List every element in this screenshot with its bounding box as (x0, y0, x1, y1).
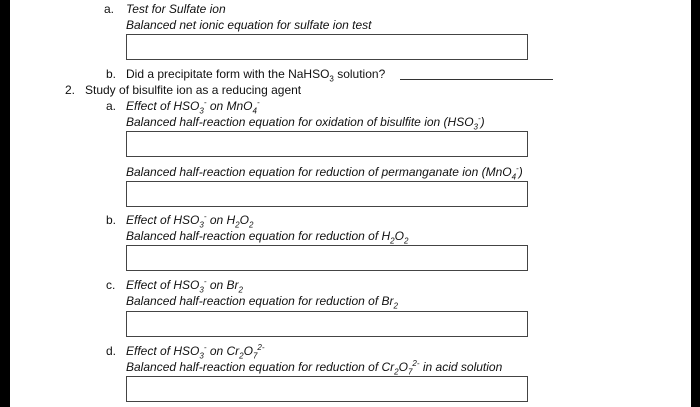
precipitate-answer-line[interactable] (400, 79, 553, 80)
permanganate-reduction-prompt: Balanced half-reaction equation for reduction of permanganate ion (MnO$_4$-) (126, 164, 523, 182)
br2-reduction-prompt: Balanced half-reaction equation for reduction of $Br_2$ (126, 294, 398, 311)
item-marker: b. (106, 213, 117, 227)
section-number: 2. (65, 83, 76, 97)
mno4-effect-title: Effect of $HSO_3^-$ on MnO$_4$- (126, 98, 260, 116)
cr2o7-reduction-answer-box[interactable] (126, 376, 528, 402)
item-marker: a. (106, 99, 117, 113)
sulfate-equation-answer-box[interactable] (126, 34, 528, 60)
h2o2-reduction-prompt: Balanced half-reaction equation for reduction of $H_2O_2$ (126, 229, 409, 246)
cr2o7-effect-title: Effect of $HSO_3^-$ on $Cr_2O_7^{2-}$ (126, 343, 265, 361)
h2o2-effect-title: Effect of $HSO_3^-$ on $H_2O_2$ (126, 212, 254, 230)
item-marker: a. (104, 2, 115, 16)
br2-effect-title: Effect of $HSO_3^-$ on $Br_2$ (126, 277, 243, 295)
cr2o7-reduction-prompt: Balanced half-reaction equation for reduction of $Cr_2O_7^{2-}$ in acid solution (126, 359, 503, 377)
permanganate-reduction-answer-box[interactable] (126, 181, 528, 207)
item-marker: d. (106, 344, 117, 358)
br2-reduction-answer-box[interactable] (126, 311, 528, 337)
sulfate-test-title: Test for Sulfate ion (126, 2, 226, 16)
h2o2-reduction-answer-box[interactable] (126, 245, 528, 271)
item-marker: b. (106, 67, 117, 81)
worksheet-page (10, 0, 691, 407)
sulfate-test-prompt: Balanced net ionic equation for sulfate ion test (126, 18, 372, 32)
bisulfite-oxidation-prompt: Balanced half-reaction equation for oxidation of bisulfite ion $(HSO_3^-)$ (126, 114, 485, 132)
item-marker: c. (106, 278, 116, 292)
section-title: Study of bisulfite ion as a reducing agent (85, 83, 302, 97)
bisulfite-oxidation-answer-box[interactable] (126, 131, 528, 157)
precipitate-question: Did a precipitate form with the NaHSO$_3$ solution? (126, 67, 386, 84)
